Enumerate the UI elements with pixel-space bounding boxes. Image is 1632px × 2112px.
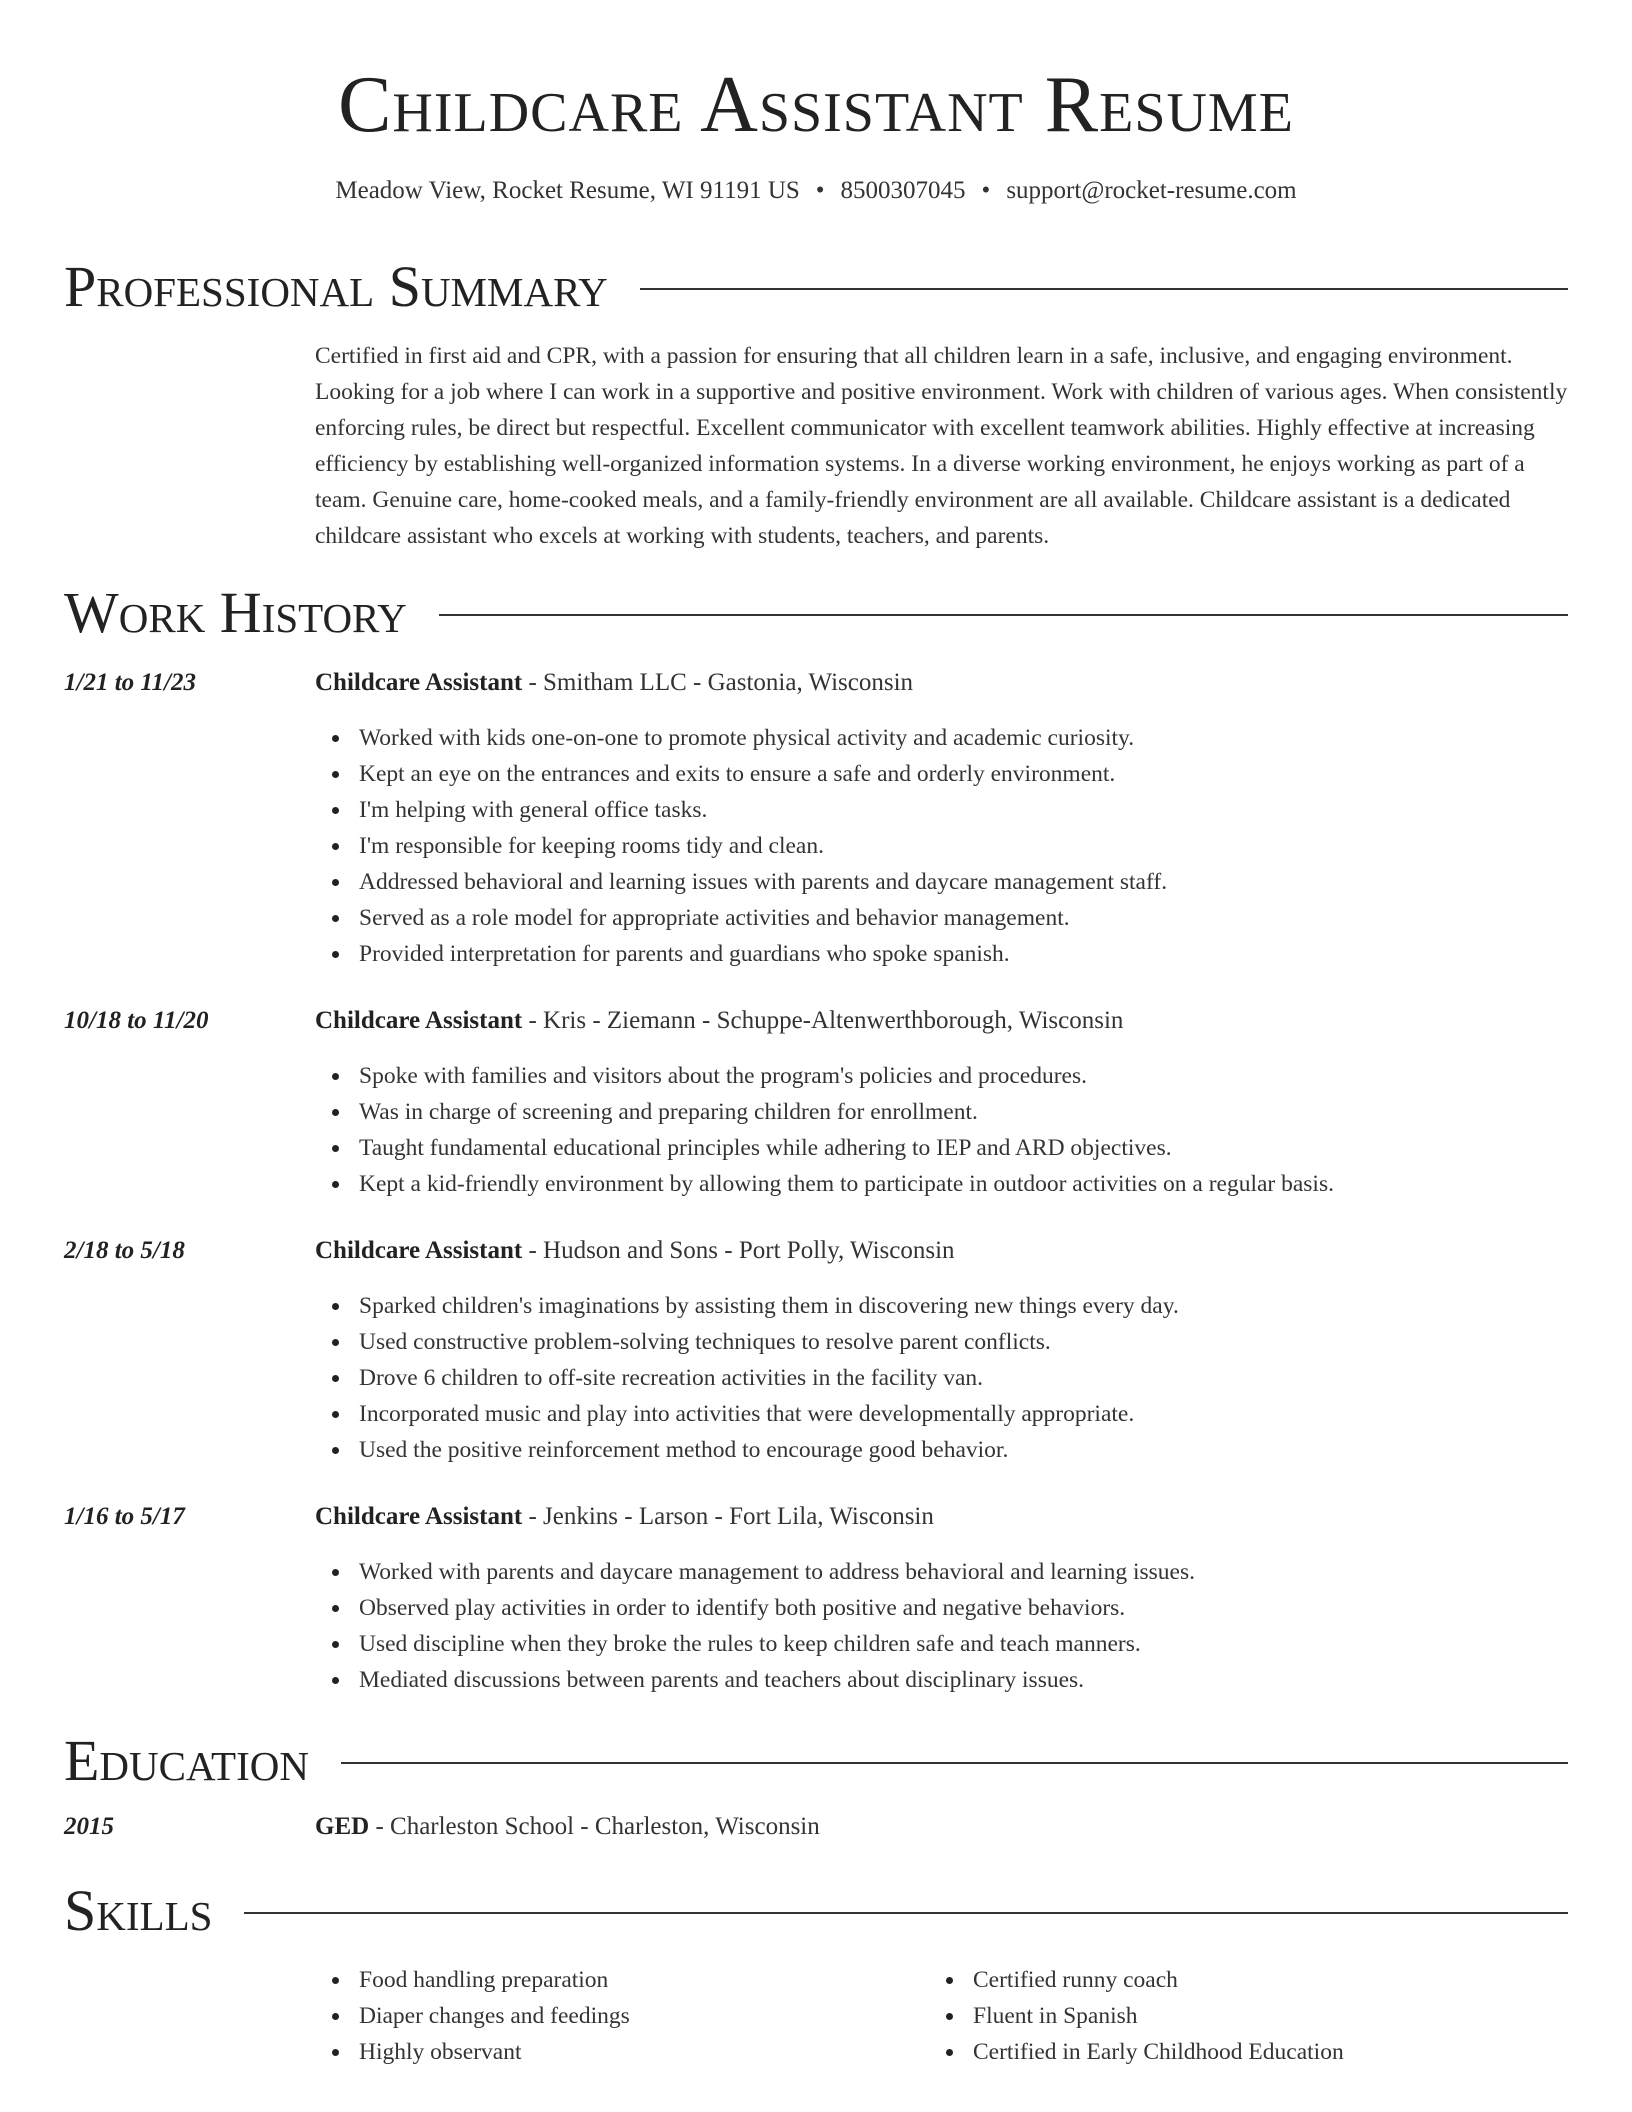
job-heading [315, 1004, 1123, 1038]
job-employer: - Smitham LLC - Gastonia, Wisconsin [522, 669, 914, 696]
section-divider [341, 1762, 1568, 1764]
job-duty: I'm responsible for keeping rooms tidy and clean. [359, 828, 1167, 864]
section-divider [244, 1912, 1568, 1914]
contact-address: Meadow View, Rocket Resume, WI 91191 US [335, 177, 800, 204]
skill-item: Food handling preparation [359, 1962, 630, 1998]
job-title: Childcare Assistant [315, 1503, 523, 1530]
skill-item: Certified in Early Childhood Education [973, 2034, 1344, 2070]
skill-item: Highly observant [359, 2034, 630, 2070]
job-title: Childcare Assistant [315, 669, 523, 696]
job-duty: Used constructive problem-solving techniques to resolve parent conflicts. [359, 1324, 1179, 1360]
section-header-skills [64, 1878, 1568, 1944]
job-title: Childcare Assistant [315, 1007, 523, 1034]
job-duty: Provided interpretation for parents and guardians who spoke spanish. [359, 936, 1167, 972]
section-title-education: Education [64, 1728, 309, 1793]
job-dates: 2/18 to 5/18 [64, 1237, 185, 1264]
skill-item: Diaper changes and feedings [359, 1998, 630, 2034]
section-title-skills: Skills [64, 1878, 213, 1943]
section-header-work-history [64, 580, 1568, 646]
contact-email: support@rocket-resume.com [1006, 177, 1297, 204]
education-year: 2015 [64, 1813, 114, 1840]
job-duty: Used the positive reinforcement method to encourage good behavior. [359, 1432, 1179, 1468]
education-school: - Charleston School - Charleston, Wisconsin [369, 1813, 820, 1840]
job-dates: 1/21 to 11/23 [64, 669, 196, 696]
education-entry [315, 1810, 820, 1844]
job-heading [315, 1500, 934, 1534]
skill-item: Fluent in Spanish [973, 1998, 1344, 2034]
job-duty: Incorporated music and play into activities that were developmentally appropriate. [359, 1396, 1179, 1432]
resume-title: Childcare Assistant Resume [338, 61, 1294, 149]
contact-separator: • [815, 177, 825, 204]
job-duty: Kept an eye on the entrances and exits to ensure a safe and orderly environment. [359, 756, 1167, 792]
job-dates: 1/16 to 5/17 [64, 1503, 185, 1530]
job-title: Childcare Assistant [315, 1237, 523, 1264]
job-duty: Used discipline when they broke the rules to keep children safe and teach manners. [359, 1626, 1195, 1662]
job-duty: Worked with parents and daycare management to address behavioral and learning issues. [359, 1554, 1195, 1590]
section-divider [640, 288, 1568, 290]
skills-list-right [929, 1962, 1344, 2070]
skill-item: Certified runny coach [973, 1962, 1344, 1998]
job-duty: Kept a kid-friendly environment by allowing them to participate in outdoor activities on a regular basis. [359, 1166, 1334, 1202]
skills-list-left [315, 1962, 630, 2070]
job-duty: Worked with kids one-on-one to promote physical activity and academic curiosity. [359, 720, 1167, 756]
contact-separator: • [981, 177, 991, 204]
section-header-education [64, 1728, 1568, 1794]
job-dates: 10/18 to 11/20 [64, 1007, 209, 1034]
job-duty: Drove 6 children to off-site recreation activities in the facility van. [359, 1360, 1179, 1396]
education-degree: GED [315, 1813, 370, 1840]
section-divider [439, 614, 1568, 616]
job-duties-list [315, 1554, 1195, 1698]
job-employer: - Kris - Ziemann - Schuppe-Altenwerthborough, Wisconsin [522, 1007, 1124, 1034]
job-duty: Taught fundamental educational principles while adhering to IEP and ARD objectives. [359, 1130, 1334, 1166]
job-heading [315, 1234, 955, 1268]
job-duty: Addressed behavioral and learning issues with parents and daycare management staff. [359, 864, 1167, 900]
summary-text: Certified in first aid and CPR, with a passion for ensuring that all children learn in a safe, inclusive, and engaging environment. Looking for a job where I can work in a supportive and positive environment. Work with children of various ages. When consistently enforcing rules, be direct but respectful. Excellent communicator with excellent teamwork abilities. Highly effective at increasing efficiency by establishing well-organized information systems. In a diverse working environment, he enjoys working as part of a team. Genuine care, home-cooked meals, and a family-friendly environment are all available. Childcare assistant is a dedicated childcare assistant who excels at working with students, teachers, and parents. [315, 343, 1568, 549]
job-duty: Served as a role model for appropriate activities and behavior management. [359, 900, 1167, 936]
job-heading [315, 666, 913, 700]
job-duty: Was in charge of screening and preparing children for enrollment. [359, 1094, 1334, 1130]
contact-line [64, 174, 1568, 208]
job-duty: Sparked children's imaginations by assisting them in discovering new things every day. [359, 1288, 1179, 1324]
job-duty: I'm helping with general office tasks. [359, 792, 1167, 828]
job-duties-list [315, 1058, 1334, 1202]
section-title-work-history: Work History [64, 580, 407, 645]
job-employer: - Hudson and Sons - Port Polly, Wisconsin [522, 1237, 955, 1264]
job-duties-list [315, 720, 1167, 972]
job-employer: - Jenkins - Larson - Fort Lila, Wisconsin [522, 1503, 934, 1530]
contact-phone: 8500307045 [840, 177, 966, 204]
job-duty: Observed play activities in order to identify both positive and negative behaviors. [359, 1590, 1195, 1626]
job-duty: Spoke with families and visitors about the program's policies and procedures. [359, 1058, 1334, 1094]
section-header-summary [64, 254, 1568, 320]
section-title-summary: Professional Summary [64, 254, 608, 319]
job-duty: Mediated discussions between parents and teachers about disciplinary issues. [359, 1662, 1195, 1698]
job-duties-list [315, 1288, 1179, 1468]
